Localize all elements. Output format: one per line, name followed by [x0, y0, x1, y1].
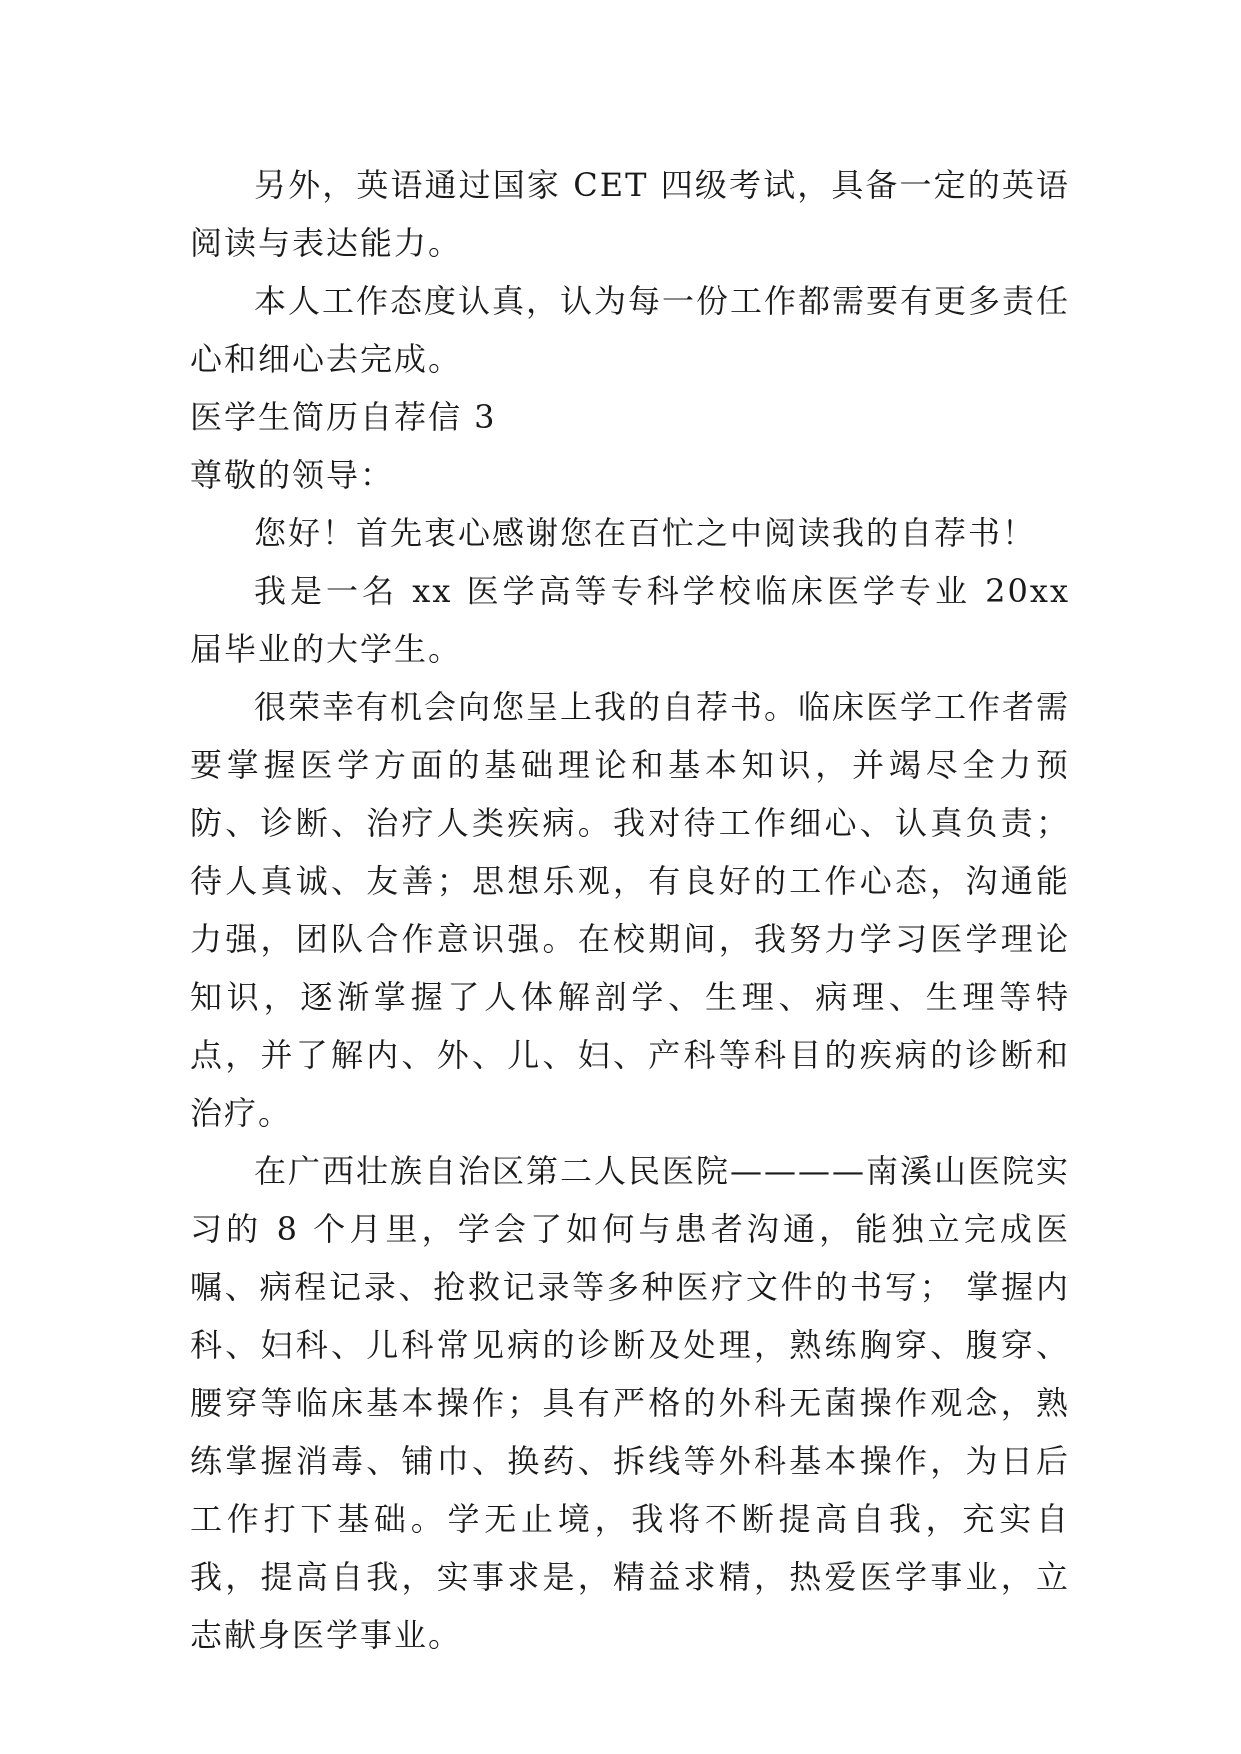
document-body — [190, 156, 1070, 1664]
paragraph-introduction: 我是一名 xx 医学高等专科学校临床医学专业 20xx 届毕业的大学生。 — [190, 572, 1070, 668]
paragraph-english-ability: 另外，英语通过国家 CET 四级考试，具备一定的英语阅读与表达能力。 — [190, 166, 1070, 262]
paragraph-greeting: 您好！首先衷心感谢您在百忙之中阅读我的自荐书！ — [254, 514, 1037, 552]
paragraph-qualifications: 很荣幸有机会向您呈上我的自荐书。临床医学工作者需要掌握医学方面的基础理论和基本知识，并竭尽全力预防、诊断、治疗人类疾病。我对待工作细心、认真负责；待人真诚、友善；思想乐观，有良好的工作心态，沟通能力强，团队合作意识强。在校期间，我努力学习医学理论知识，逐渐掌握了人体解剖学、生理、病理、生理等特点，并了解内、外、儿、妇、产科等科目的疾病的诊断和治疗。 — [190, 688, 1071, 1132]
paragraph-internship: 在广西壮族自治区第二人民医院————南溪山医院实习的 8 个月里，学会了如何与患者沟通，能独立完成医嘱、病程记录、抢救记录等多种医疗文件的书写； 掌握内科、妇科、儿科常见病的诊断及处理，熟练胸穿、腹穿、腰穿等临床基本操作；具有严格的外科无菌操作观念，熟练掌握消毒、铺巾、换药、拆线等外科基本操作，为日后工作打下基础。学无止境，我将不断提高自我，充实自我，提高自我，实事求是，精益求精，热爱医学事业，立志献身医学事业。 — [190, 1152, 1071, 1654]
section-title: 医学生简历自荐信 3 — [190, 398, 497, 436]
paragraph-work-attitude: 本人工作态度认真，认为每一份工作都需要有更多责任心和细心去完成。 — [190, 282, 1071, 378]
salutation: 尊敬的领导： — [190, 456, 395, 494]
